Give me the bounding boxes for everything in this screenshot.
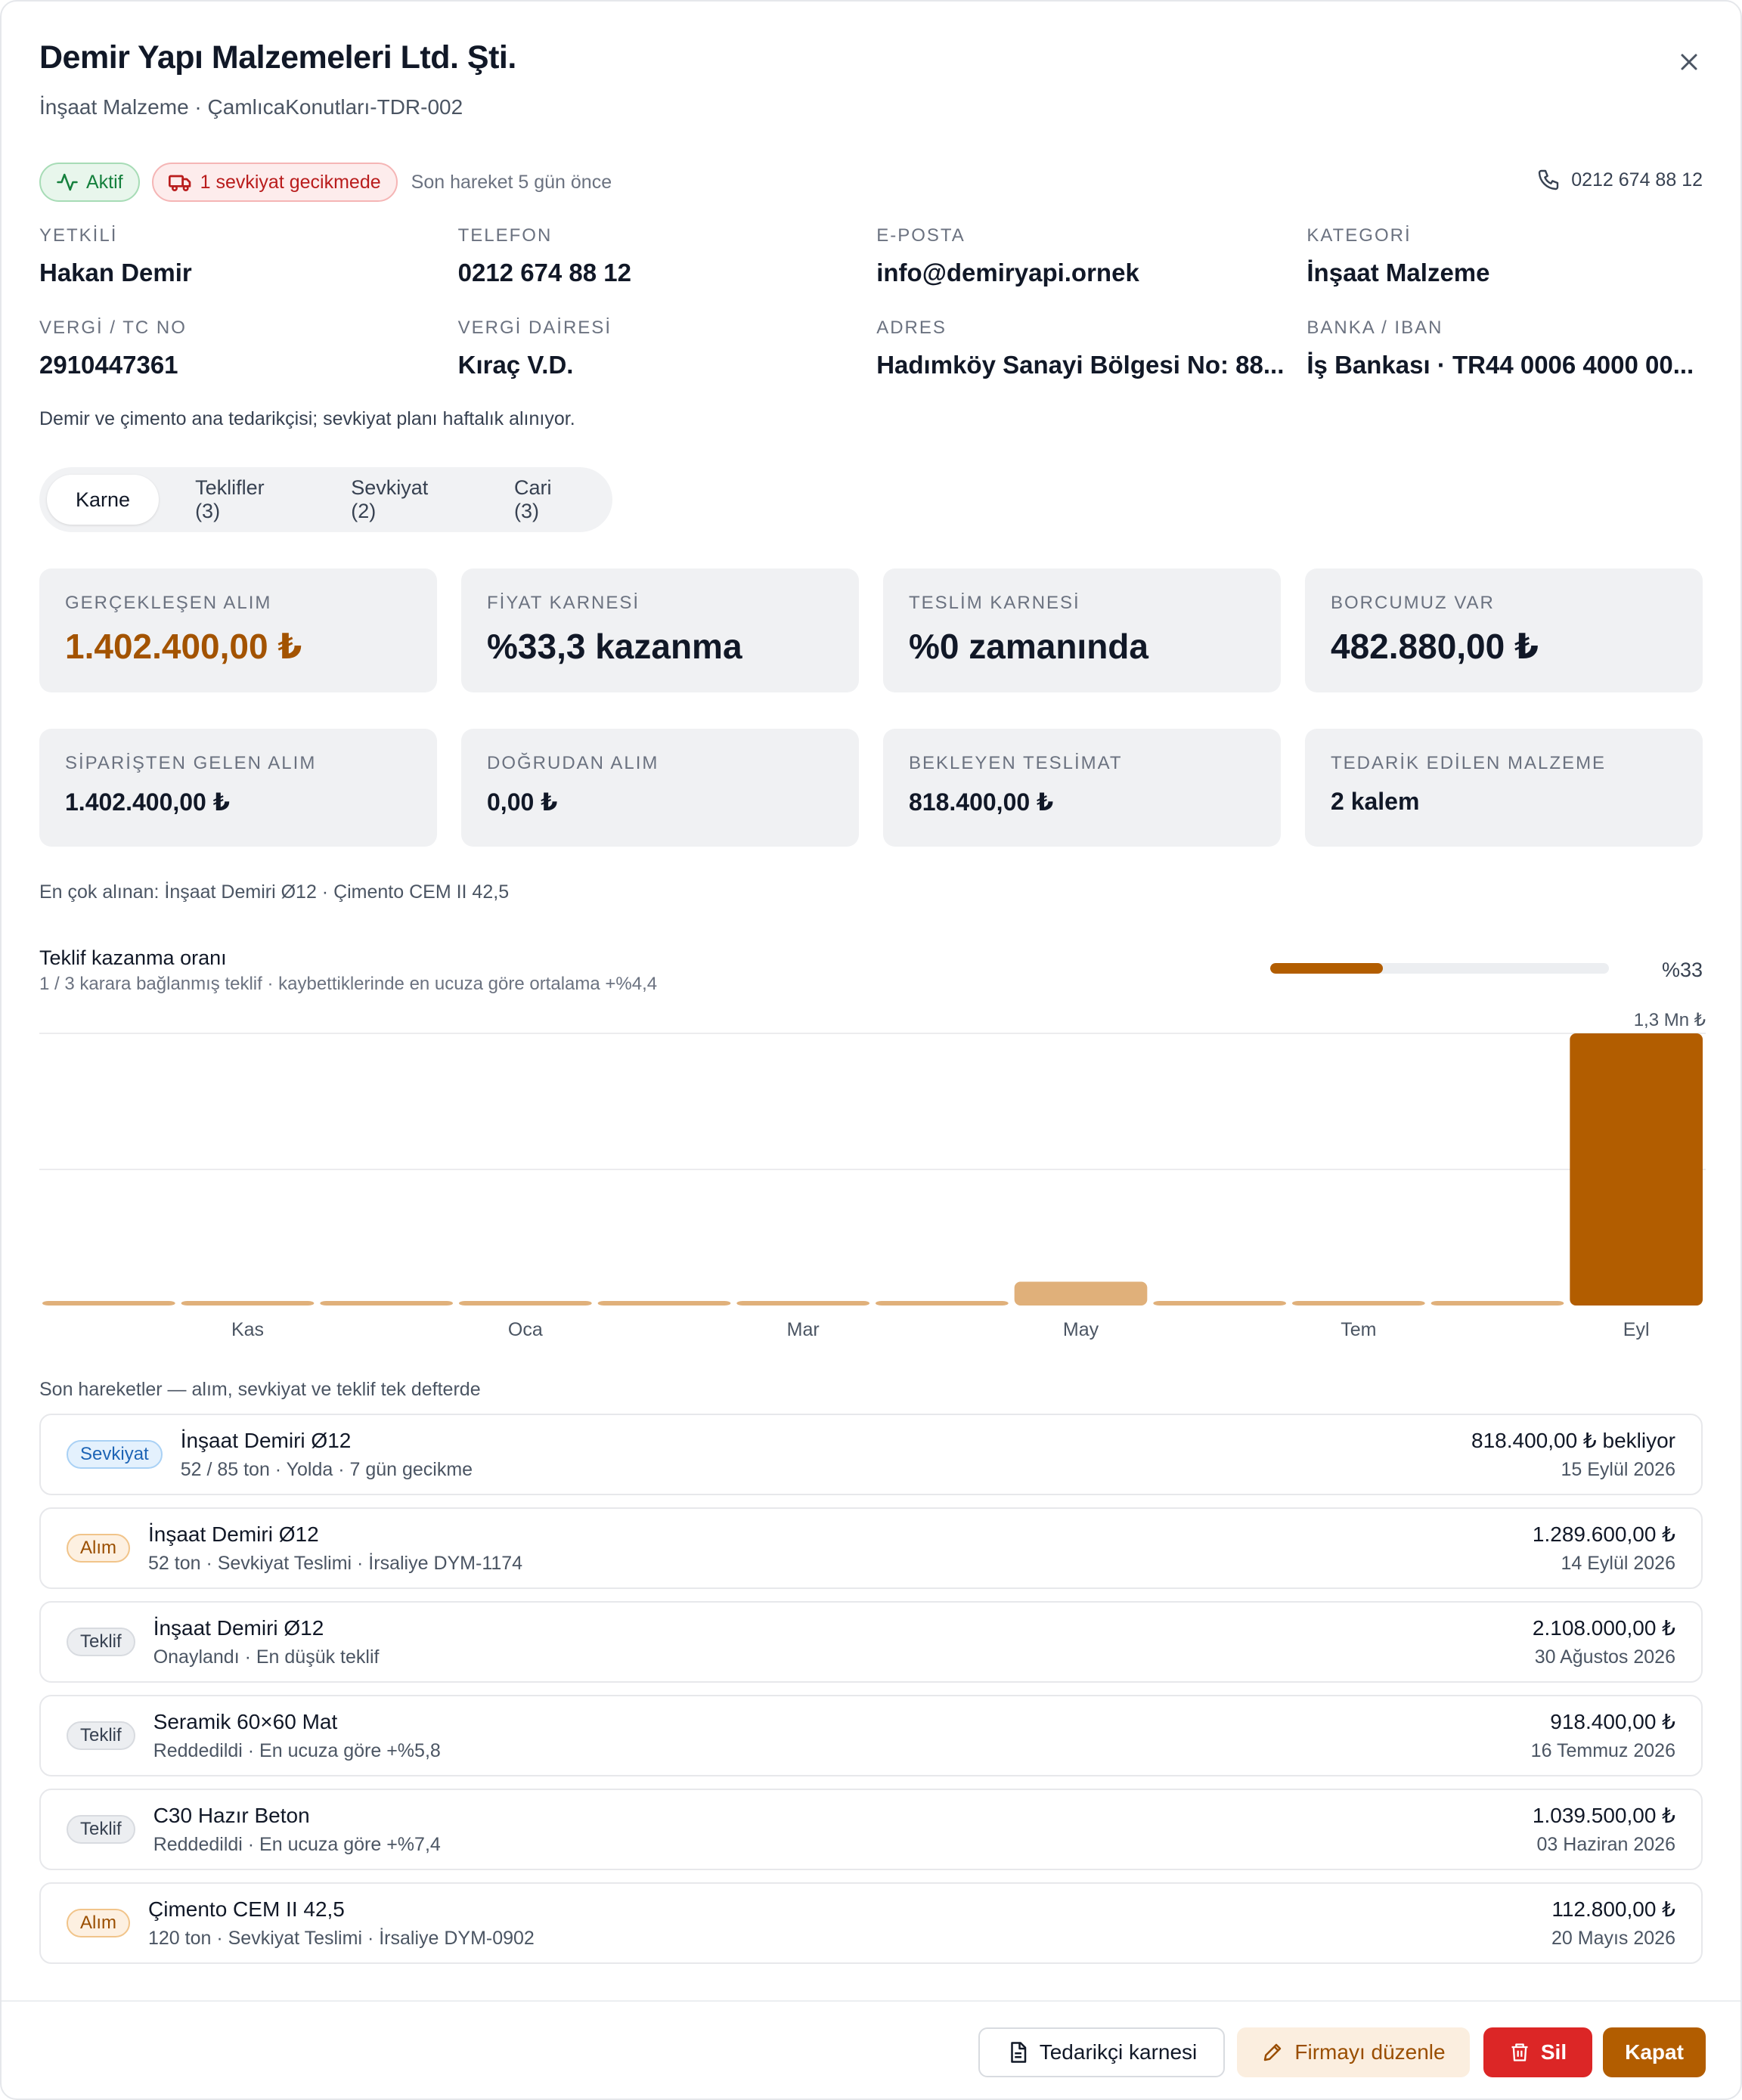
chart-bar-Eyl xyxy=(1570,1033,1703,1306)
chart-bar-Oca xyxy=(459,1301,592,1306)
ledger-item-detail: 52 ton · Sevkiyat Teslimi · İrsaliye DYM-1174 xyxy=(148,1552,523,1574)
kpi-label: BEKLEYEN TESLİMAT xyxy=(909,753,1123,773)
ledger-type-badge: Teklif xyxy=(67,1628,135,1656)
ledger-item-detail: 120 ton · Sevkiyat Teslimi · İrsaliye DYM-0902 xyxy=(148,1927,535,1949)
info-label: YETKİLİ xyxy=(39,225,118,246)
chart-bar-Kas xyxy=(181,1301,315,1306)
kpi-value: 0,00 ₺ xyxy=(487,788,558,816)
ledger-row-main xyxy=(148,1522,1533,1575)
ledger-row-main xyxy=(153,1616,1533,1668)
info-item-bank xyxy=(1306,317,1703,379)
page-subtitle: İnşaat Malzeme · ÇamlıcaKonutları-TDR-002 xyxy=(39,95,463,119)
ledger-row-main xyxy=(153,1804,1533,1856)
ledger-item-detail: Reddedildi · En ucuza göre +%7,4 xyxy=(153,1833,441,1855)
chart-x-tick: Eyl xyxy=(1623,1319,1650,1340)
info-value: 2910447361 xyxy=(39,351,178,379)
activity-icon xyxy=(56,171,79,194)
info-value: Kıraç V.D. xyxy=(457,351,574,379)
ledger-row[interactable] xyxy=(39,1507,1703,1589)
truck-icon xyxy=(169,170,193,194)
ledger-list xyxy=(39,1414,1703,1976)
ledger-item-detail: 52 / 85 ton · Yolda · 7 gün gecikme xyxy=(180,1458,473,1480)
info-value: info@demiryapi.ornek xyxy=(876,259,1139,287)
chart-x-tick: May xyxy=(1062,1319,1099,1340)
ledger-type-badge: Teklif xyxy=(67,1815,135,1844)
kpi-value: 1.402.400,00 ₺ xyxy=(65,788,230,816)
kpi-value: %33,3 kazanma xyxy=(487,627,742,666)
trash-icon xyxy=(1509,2042,1530,2063)
ledger-row[interactable] xyxy=(39,1414,1703,1495)
ledger-row-right xyxy=(1533,1615,1675,1668)
tab-karne[interactable]: Karne xyxy=(47,475,159,525)
chart-bar-Ağu xyxy=(1431,1301,1564,1306)
ledger-item-name: C30 Hazır Beton xyxy=(153,1803,310,1827)
kpi-label: GERÇEKLEŞEN ALIM xyxy=(65,593,272,613)
ledger-row[interactable] xyxy=(39,1601,1703,1683)
info-item-email xyxy=(876,225,1284,287)
win-rate-subtitle: 1 / 3 karara bağlanmış teklif · kaybettiklerinde en ucuza göre ortalama +%4,4 xyxy=(39,974,658,994)
ledger-type-badge: Sevkiyat xyxy=(67,1440,163,1469)
document-icon xyxy=(1006,2041,1029,2064)
kpi-card-pending-delivery xyxy=(883,729,1281,847)
delete-label: Sil xyxy=(1540,2040,1567,2064)
status-row xyxy=(39,162,1703,203)
ledger-date: 16 Temmuz 2026 xyxy=(1530,1740,1675,1761)
ledger-date: 14 Eylül 2026 xyxy=(1561,1553,1675,1574)
ledger-date: 30 Ağustos 2026 xyxy=(1534,1646,1675,1668)
info-item-contact xyxy=(39,225,436,287)
tab-bar xyxy=(39,467,612,532)
ledger-amount: 918.400,00 ₺ xyxy=(1550,1710,1675,1733)
kpi-value: 1.402.400,00 ₺ xyxy=(65,627,302,666)
ledger-row-right xyxy=(1471,1428,1675,1481)
ledger-amount: 818.400,00 ₺ bekliyor xyxy=(1471,1429,1675,1452)
active-badge-label: Aktif xyxy=(86,171,123,193)
info-value: İş Bankası · TR44 0006 4000 00... xyxy=(1306,351,1694,379)
ledger-row-main xyxy=(148,1897,1551,1950)
footer-bar xyxy=(2,2000,1740,2100)
info-label: BANKA / IBAN xyxy=(1306,317,1443,338)
edit-company-button[interactable] xyxy=(1237,2027,1470,2077)
kpi-card-realized-purchase xyxy=(39,568,437,692)
info-item-phone xyxy=(458,225,854,287)
kpi-value: %0 zamanında xyxy=(909,627,1148,666)
ledger-row-right xyxy=(1551,1897,1675,1950)
pencil-icon xyxy=(1261,2041,1284,2064)
ledger-type-badge: Teklif xyxy=(67,1721,135,1750)
phone-icon xyxy=(1536,168,1561,192)
ledger-item-name: Çimento CEM II 42,5 xyxy=(148,1897,345,1921)
info-item-category xyxy=(1306,225,1703,287)
ledger-row-right xyxy=(1533,1522,1675,1575)
ledger-amount: 1.289.600,00 ₺ xyxy=(1532,1522,1675,1546)
kpi-card-balance xyxy=(1305,568,1703,692)
tab-teklifler[interactable]: Teklifler (3) xyxy=(195,476,265,522)
phone-number: 0212 674 88 12 xyxy=(1571,169,1703,190)
top-items: En çok alınan: İnşaat Demiri Ø12 · Çimento CEM II 42,5 xyxy=(39,881,510,903)
info-item-address xyxy=(876,317,1284,379)
kpi-card-supplied-materials xyxy=(1305,729,1703,847)
chart-x-tick: Mar xyxy=(786,1319,820,1340)
info-label: VERGİ / TC NO xyxy=(39,317,187,338)
edit-company-label: Firmayı düzenle xyxy=(1294,2040,1446,2064)
chart-bar-Mar xyxy=(736,1301,869,1306)
delete-button[interactable] xyxy=(1483,2027,1592,2077)
delay-badge-label: 1 sevkiyat gecikmede xyxy=(200,171,381,193)
info-value: İnşaat Malzeme xyxy=(1306,259,1490,287)
chart-bar-Haz xyxy=(1153,1301,1286,1306)
kpi-label: SİPARİŞTEN GELEN ALIM xyxy=(65,753,317,773)
ledger-item-name: İnşaat Demiri Ø12 xyxy=(148,1522,319,1546)
info-label: E-POSTA xyxy=(876,225,966,246)
page-title: Demir Yapı Malzemeleri Ltd. Şti. xyxy=(39,39,516,76)
win-rate-progress xyxy=(1270,963,1609,974)
kpi-label: DOĞRUDAN ALIM xyxy=(487,753,659,773)
chart-x-tick: Oca xyxy=(507,1319,543,1340)
ledger-row-right xyxy=(1531,1709,1675,1762)
chart-x-tick: Tem xyxy=(1341,1319,1377,1340)
ledger-row[interactable] xyxy=(39,1695,1703,1776)
info-label: KATEGORİ xyxy=(1306,225,1412,246)
ledger-item-detail: Onaylandı · En düşük teklif xyxy=(153,1646,380,1668)
kpi-value: 482.880,00 ₺ xyxy=(1331,627,1539,666)
kpi-cards-secondary xyxy=(39,729,1703,847)
kpi-cards-primary xyxy=(39,568,1703,692)
tab-cari[interactable]: Cari (3) xyxy=(514,476,552,522)
phone-link[interactable] xyxy=(1536,168,1703,192)
info-grid xyxy=(39,225,1703,379)
kpi-value: 2 kalem xyxy=(1331,788,1420,815)
last-activity: Son hareket 5 gün önce xyxy=(411,171,612,193)
kpi-card-delivery-score xyxy=(883,568,1281,692)
ledger-row[interactable] xyxy=(39,1789,1703,1870)
ledger-date: 15 Eylül 2026 xyxy=(1561,1459,1675,1480)
close-icon[interactable] xyxy=(1675,48,1703,76)
supplier-report-label: Tedarikçi karnesi xyxy=(1039,2040,1198,2064)
ledger-item-name: İnşaat Demiri Ø12 xyxy=(153,1615,324,1640)
info-value: Hakan Demir xyxy=(39,259,192,287)
kpi-value: 818.400,00 ₺ xyxy=(909,788,1054,816)
ledger-item-name: İnşaat Demiri Ø12 xyxy=(180,1428,352,1452)
chart-bar-Ara xyxy=(320,1301,453,1306)
chart-x-tick: Kas xyxy=(231,1319,265,1340)
kpi-label: TEDARİK EDİLEN MALZEME xyxy=(1331,753,1607,773)
ledger-item-name: Seramik 60×60 Mat xyxy=(153,1709,338,1733)
kpi-card-direct-purchase xyxy=(461,729,859,847)
win-rate-title: Teklif kazanma oranı xyxy=(39,946,227,969)
chart-max-label: 1,3 Mn ₺ xyxy=(1633,1010,1706,1030)
active-badge xyxy=(39,163,140,202)
kpi-label: BORCUMUZ VAR xyxy=(1331,593,1495,613)
info-label: ADRES xyxy=(876,317,947,338)
supplier-report-button[interactable] xyxy=(978,2027,1225,2077)
info-label: VERGİ DAİRESİ xyxy=(457,317,612,338)
chart-bar-Şub xyxy=(598,1301,731,1306)
ledger-date: 20 Mayıs 2026 xyxy=(1551,1928,1675,1949)
ledger-amount: 1.039.500,00 ₺ xyxy=(1532,1804,1675,1827)
kpi-label: FİYAT KARNESİ xyxy=(487,593,640,613)
info-label: TELEFON xyxy=(457,225,553,246)
ledger-amount: 112.800,00 ₺ xyxy=(1551,1897,1675,1921)
chart-bar-Eki xyxy=(42,1301,175,1306)
ledger-type-badge: Alım xyxy=(67,1534,130,1563)
tab-sevkiyat[interactable]: Sevkiyat (2) xyxy=(351,476,429,522)
ledger-title: Son hareketler — alım, sevkiyat ve teklif tek defterde xyxy=(39,1379,481,1400)
kpi-label: TESLİM KARNESİ xyxy=(909,593,1080,613)
ledger-type-badge: Alım xyxy=(67,1909,130,1937)
ledger-item-detail: Reddedildi · En ucuza göre +%5,8 xyxy=(153,1739,441,1761)
kpi-card-order-purchase xyxy=(39,729,437,847)
kpi-card-price-score xyxy=(461,568,859,692)
info-value: 0212 674 88 12 xyxy=(457,259,631,287)
ledger-date: 03 Haziran 2026 xyxy=(1536,1834,1675,1855)
monthly-purchase-chart xyxy=(39,1007,1706,1347)
win-rate-percent: %33 xyxy=(1661,959,1703,981)
chart-bar-Nis xyxy=(876,1301,1009,1306)
ledger-row-right xyxy=(1533,1803,1675,1856)
chart-bar-Tem xyxy=(1292,1301,1425,1306)
ledger-row[interactable] xyxy=(39,1882,1703,1964)
chart-bar-May xyxy=(1015,1282,1148,1306)
ledger-row-main xyxy=(153,1710,1531,1762)
win-rate-progress-fill xyxy=(1270,963,1383,974)
supplier-note: Demir ve çimento ana tedarikçisi; sevkiyat planı haftalık alınıyor. xyxy=(39,408,575,429)
info-item-tax-no xyxy=(39,317,436,379)
delay-badge xyxy=(152,163,398,202)
ledger-amount: 2.108.000,00 ₺ xyxy=(1532,1616,1675,1640)
info-item-tax-office xyxy=(458,317,854,379)
ledger-row-main xyxy=(181,1429,1471,1481)
close-button[interactable]: Kapat xyxy=(1603,2027,1706,2077)
info-value: Hadımköy Sanayi Bölgesi No: 88... xyxy=(876,351,1285,379)
